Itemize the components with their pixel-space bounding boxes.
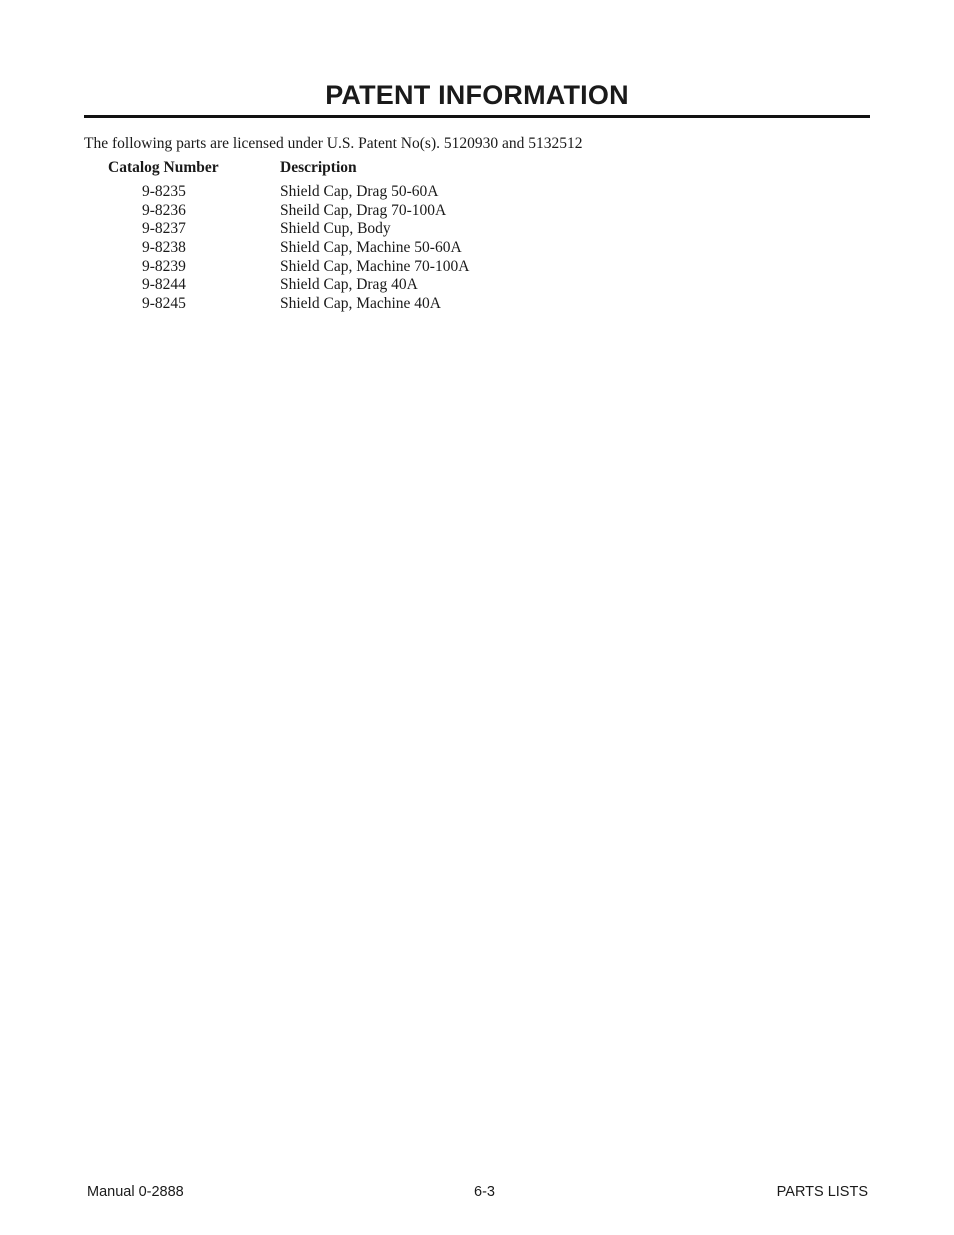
page-title: PATENT INFORMATION — [325, 80, 629, 110]
part-description: Sheild Cap, Drag 70-100A — [280, 201, 447, 219]
part-description: Shield Cap, Drag 50-60A — [280, 183, 439, 200]
table-row — [84, 202, 584, 221]
table-row — [84, 220, 584, 239]
part-description: Shield Cap, Machine 40A — [280, 295, 442, 313]
title-divider — [84, 115, 870, 118]
table-row — [84, 183, 584, 202]
footer-section-name: PARTS LISTS — [776, 1184, 868, 1200]
catalog-number: 9-8239 — [142, 257, 186, 275]
column-header-catalog-number: Catalog Number — [108, 159, 219, 176]
parts-table — [84, 158, 584, 314]
table-row — [84, 276, 584, 295]
table-row — [84, 239, 584, 258]
column-header-description: Description — [280, 159, 357, 176]
part-description: Shield Cap, Machine 50-60A — [280, 239, 462, 257]
table-row — [84, 258, 584, 277]
catalog-number: 9-8245 — [142, 295, 186, 313]
catalog-number: 9-8238 — [142, 239, 186, 257]
part-description: Shield Cup, Body — [280, 220, 391, 238]
part-description: Shield Cap, Machine 70-100A — [280, 257, 470, 275]
catalog-number: 9-8236 — [142, 201, 186, 219]
footer-page-number: 6-3 — [474, 1184, 495, 1200]
table-header — [84, 158, 584, 183]
catalog-number: 9-8237 — [142, 220, 186, 238]
part-description: Shield Cap, Drag 40A — [280, 276, 418, 294]
intro-text: The following parts are licensed under U.S. Patent No(s). 5120930 and 5132512 — [84, 135, 583, 152]
catalog-number: 9-8244 — [142, 276, 186, 294]
footer-manual-number: Manual 0-2888 — [87, 1184, 184, 1200]
catalog-number: 9-8235 — [142, 183, 186, 200]
table-row — [84, 295, 584, 314]
